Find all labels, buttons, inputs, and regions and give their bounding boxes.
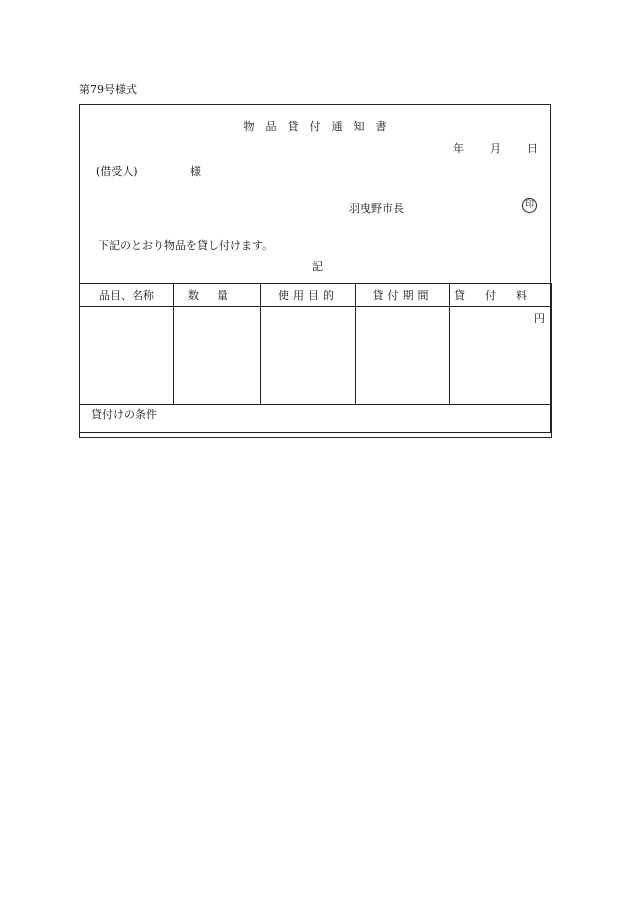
date-month-label: 月	[490, 142, 501, 155]
header-quantity: 数量	[174, 284, 261, 307]
conditions-row	[80, 405, 552, 438]
header-loan-fee: 貸付料	[450, 284, 552, 307]
recipient-label: (借受人)	[96, 165, 138, 178]
header-purpose: 使用目的	[261, 284, 356, 307]
cell-loan-period	[356, 307, 450, 405]
cell-item-name	[80, 307, 174, 405]
header-loan-period: 貸付期間	[356, 284, 450, 307]
header-item-name: 品目、名称	[80, 284, 174, 307]
conditions-label: 貸付けの条件	[80, 405, 552, 438]
recipient-honorific: 様	[190, 165, 201, 178]
notice-text: 下記のとおり物品を貸し付けます。	[98, 239, 274, 252]
document-title: 物品貸付通知書	[243, 120, 398, 133]
table-row	[80, 307, 552, 405]
issuer-title: 羽曳野市長	[349, 202, 404, 215]
items-table	[79, 283, 552, 438]
date-day-label: 日	[527, 142, 538, 155]
seal-mark: 印	[522, 198, 537, 213]
date-year-label: 年	[453, 142, 464, 155]
table-header-row	[80, 284, 552, 307]
form-number: 第79号様式	[79, 83, 137, 96]
cell-purpose	[261, 307, 356, 405]
yen-unit: 円	[534, 312, 545, 325]
date-line	[453, 140, 538, 156]
ki-mark: 記	[312, 260, 323, 273]
notice-form	[79, 104, 551, 433]
cell-quantity	[174, 307, 261, 405]
cell-loan-fee	[450, 307, 552, 405]
